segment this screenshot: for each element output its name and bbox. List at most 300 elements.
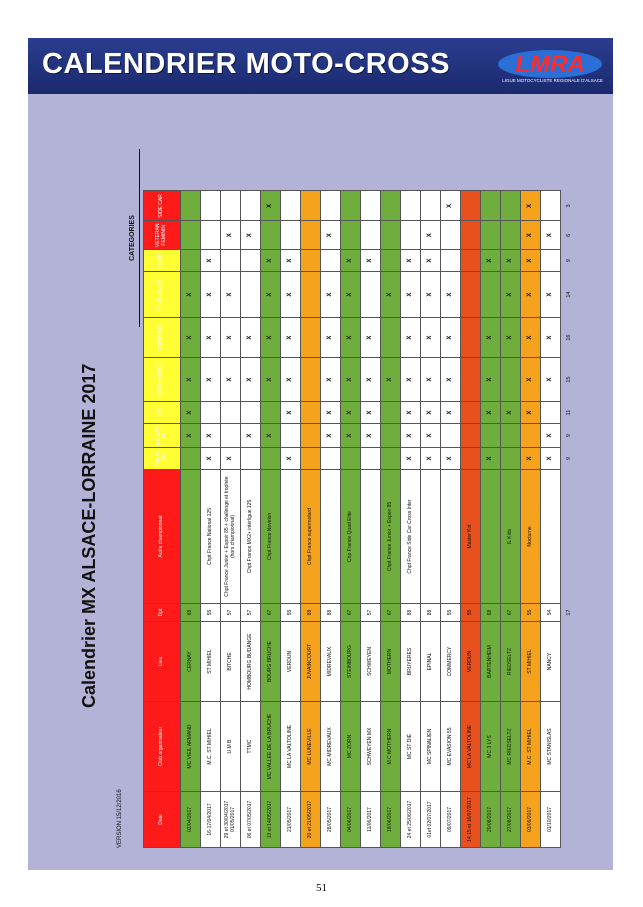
- table-cell: [181, 221, 201, 250]
- totals-row: [561, 191, 578, 848]
- table-cell: [481, 221, 501, 250]
- table-row: [521, 191, 541, 848]
- total-cell: [561, 470, 578, 604]
- table-cell: [381, 221, 401, 250]
- table-cell: X: [501, 402, 521, 424]
- table-cell: [281, 470, 301, 604]
- table-cell: RIEDSELTZ: [501, 622, 521, 702]
- table-cell: X: [541, 358, 561, 402]
- table-cell: X: [241, 318, 261, 358]
- table-cell: 54: [541, 604, 561, 622]
- table-cell: X: [521, 191, 541, 221]
- table-cell: [461, 424, 481, 448]
- table-cell: MC MIDREVAUX: [321, 702, 341, 792]
- table-cell: MC 3 LYS: [481, 702, 501, 792]
- table-cell: X: [281, 358, 301, 402]
- table-cell: [221, 402, 241, 424]
- table-cell: TTMC: [241, 702, 261, 792]
- table-cell: [301, 448, 321, 470]
- table-cell: Chpt France National 125: [201, 470, 221, 604]
- logo-text: LMRA: [515, 51, 585, 78]
- table-cell: X: [201, 424, 221, 448]
- table-cell: X: [261, 272, 281, 318]
- table-cell: X: [481, 318, 501, 358]
- table-cell: [481, 191, 501, 221]
- table-cell: [381, 448, 401, 470]
- column-header: Lieu: [144, 622, 181, 702]
- total-cell: 16: [561, 318, 578, 358]
- table-cell: [321, 250, 341, 272]
- table-header: [144, 191, 181, 848]
- table-cell: X: [501, 272, 521, 318]
- table-cell: 57: [221, 604, 241, 622]
- table-cell: X: [261, 250, 281, 272]
- table-cell: X: [421, 250, 441, 272]
- rotated-calendar: [75, 112, 595, 848]
- table-cell: X: [541, 318, 561, 358]
- table-cell: X: [441, 448, 461, 470]
- table-cell: X: [341, 358, 361, 402]
- table-cell: X: [541, 221, 561, 250]
- table-cell: X: [541, 272, 561, 318]
- table-cell: 21/05/2017: [281, 792, 301, 848]
- table-cell: [321, 191, 341, 221]
- table-row: [181, 191, 201, 848]
- table-cell: X: [501, 250, 521, 272]
- table-cell: MC LA VALTOLINE: [281, 702, 301, 792]
- table-cell: [381, 424, 401, 448]
- table-cell: [241, 402, 261, 424]
- total-cell: 9: [561, 448, 578, 470]
- column-header: 125: [144, 402, 181, 424]
- table-cell: X: [221, 272, 241, 318]
- table-cell: [421, 470, 441, 604]
- table-cell: [221, 191, 241, 221]
- table-cell: [301, 272, 321, 318]
- table-cell: X: [321, 402, 341, 424]
- table-row: [501, 191, 521, 848]
- table-cell: X: [241, 424, 261, 448]
- table-cell: [481, 470, 501, 604]
- total-cell: 3: [561, 191, 578, 221]
- table-cell: 06 et 07/05/2017: [241, 792, 261, 848]
- table-cell: 55: [461, 604, 481, 622]
- table-cell: X: [521, 448, 541, 470]
- title-banner: [28, 38, 613, 94]
- table-cell: [461, 272, 481, 318]
- table-cell: 55: [521, 604, 541, 622]
- column-header: Date: [144, 792, 181, 848]
- table-cell: 88: [421, 604, 441, 622]
- table-row: [241, 191, 261, 848]
- table-cell: X: [361, 402, 381, 424]
- total-cell: 11: [561, 402, 578, 424]
- table-cell: [481, 272, 501, 318]
- table-cell: IL Kids: [501, 470, 521, 604]
- table-cell: X: [321, 424, 341, 448]
- table-cell: X: [221, 318, 241, 358]
- table-cell: [361, 272, 381, 318]
- total-cell: 9: [561, 250, 578, 272]
- column-header: TROPHEE: [144, 318, 181, 358]
- version-label: VERSION 15/12/2016: [117, 789, 123, 848]
- table-cell: Nocturne: [521, 470, 541, 604]
- table-row: [421, 191, 441, 848]
- total-cell: [561, 792, 578, 848]
- table-cell: 68: [181, 604, 201, 622]
- table-cell: M.C. ST MIHIEL: [201, 702, 221, 792]
- column-header: ESPOIR 85: [144, 424, 181, 448]
- table-cell: [321, 470, 341, 604]
- table-cell: MC LA VALTOLINE: [461, 702, 481, 792]
- table-cell: X: [421, 221, 441, 250]
- table-cell: 27/08/2017: [501, 792, 521, 848]
- table-cell: MC VIEIL ARMAND: [181, 702, 201, 792]
- table-cell: X: [421, 402, 441, 424]
- table-cell: X: [421, 424, 441, 448]
- table-cell: X: [321, 358, 341, 402]
- table-cell: 55: [441, 604, 461, 622]
- table-cell: X: [281, 448, 301, 470]
- table-cell: [201, 221, 221, 250]
- table-cell: [261, 448, 281, 470]
- table-cell: 67: [341, 604, 361, 622]
- table-cell: X: [521, 272, 541, 318]
- table-cell: MC RIEDSELTZ: [501, 702, 521, 792]
- table-cell: 16-17/04/2017: [201, 792, 221, 848]
- table-cell: X: [181, 272, 201, 318]
- table-row: [461, 191, 481, 848]
- table-cell: 55: [281, 604, 301, 622]
- table-cell: X: [341, 402, 361, 424]
- table-cell: X: [281, 402, 301, 424]
- table-cell: X: [201, 358, 221, 402]
- table-cell: X: [381, 358, 401, 402]
- table-cell: Chp France Quad Elite: [341, 470, 361, 604]
- table-cell: [381, 191, 401, 221]
- table-cell: ST MIHIEL: [521, 622, 541, 702]
- table-cell: X: [221, 448, 241, 470]
- table-cell: [441, 250, 461, 272]
- table-cell: X: [281, 250, 301, 272]
- table-cell: [401, 191, 421, 221]
- table-cell: [201, 191, 221, 221]
- table-cell: X: [401, 424, 421, 448]
- table-cell: [501, 448, 521, 470]
- table-cell: VERDUN: [281, 622, 301, 702]
- table-cell: NANCY: [541, 622, 561, 702]
- table-cell: [301, 191, 321, 221]
- table-cell: [501, 191, 521, 221]
- table-row: [481, 191, 501, 848]
- table-cell: [501, 358, 521, 402]
- column-header: SIDE CAR: [144, 191, 181, 221]
- total-cell: 9: [561, 424, 578, 448]
- table-cell: X: [181, 318, 201, 358]
- table-cell: MC SPINALIEN: [421, 702, 441, 792]
- table-cell: [301, 358, 321, 402]
- table-cell: [461, 448, 481, 470]
- table-cell: [501, 424, 521, 448]
- table-cell: X: [401, 272, 421, 318]
- table-cell: MC EVASION 55: [441, 702, 461, 792]
- table-cell: Chpt France Junior + Espoir 85 + challenge et trophée (hors championnat): [221, 470, 241, 604]
- table-cell: [181, 448, 201, 470]
- table-cell: X: [421, 318, 441, 358]
- table-cell: [281, 191, 301, 221]
- table-cell: X: [541, 424, 561, 448]
- table-cell: 20/08/2017: [481, 792, 501, 848]
- table-cell: [261, 402, 281, 424]
- table-cell: Chpt France MX2+ interligue 125: [241, 470, 261, 604]
- table-cell: MC ST DIÉ: [401, 702, 421, 792]
- table-cell: [501, 221, 521, 250]
- total-cell: 17: [561, 604, 578, 622]
- table-cell: 18/06/2017: [381, 792, 401, 848]
- total-cell: [561, 622, 578, 702]
- table-cell: 20 et 21/05/2017: [301, 792, 321, 848]
- column-header: EXCELLENCE: [144, 358, 181, 402]
- table-cell: [361, 191, 381, 221]
- table-cell: MIDREVAUX: [321, 622, 341, 702]
- table-cell: [361, 470, 381, 604]
- table-cell: [181, 470, 201, 604]
- table-cell: X: [401, 402, 421, 424]
- table-cell: [461, 191, 481, 221]
- table-cell: X: [481, 402, 501, 424]
- table-row: [321, 191, 341, 848]
- table-row: [281, 191, 301, 848]
- table-cell: [441, 221, 461, 250]
- table-cell: Master Kid: [461, 470, 481, 604]
- table-cell: BRUYERES: [401, 622, 421, 702]
- table-cell: X: [421, 448, 441, 470]
- table-cell: 09/07/2017: [441, 792, 461, 848]
- calendar-table: [143, 190, 577, 848]
- table-cell: [541, 402, 561, 424]
- table-cell: BOURG BRUCHE: [261, 622, 281, 702]
- table-row: [301, 191, 321, 848]
- table-body: [181, 191, 578, 848]
- table-cell: [461, 250, 481, 272]
- table-cell: [281, 221, 301, 250]
- table-cell: X: [421, 358, 441, 402]
- table-cell: X: [321, 221, 341, 250]
- column-header: Dpt: [144, 604, 181, 622]
- table-cell: [241, 250, 261, 272]
- table-cell: X: [421, 272, 441, 318]
- table-cell: X: [521, 318, 541, 358]
- table-cell: X: [481, 358, 501, 402]
- table-cell: X: [221, 358, 241, 402]
- table-cell: [241, 448, 261, 470]
- table-cell: VERDUN: [461, 622, 481, 702]
- table-cell: X: [401, 318, 421, 358]
- table-cell: [181, 250, 201, 272]
- table-cell: [341, 191, 361, 221]
- total-cell: 14: [561, 272, 578, 318]
- table-cell: [341, 221, 361, 250]
- table-cell: X: [261, 318, 281, 358]
- table-cell: X: [201, 272, 221, 318]
- table-row: [341, 191, 361, 848]
- page-number: 51: [316, 882, 327, 894]
- table-cell: 67: [501, 604, 521, 622]
- table-cell: CERNAY: [181, 622, 201, 702]
- table-cell: [181, 191, 201, 221]
- table-cell: [281, 424, 301, 448]
- table-cell: X: [361, 250, 381, 272]
- table-cell: X: [401, 250, 421, 272]
- categories-title: CATEGORIES: [129, 215, 136, 261]
- table-cell: X: [401, 448, 421, 470]
- table-cell: SCHWEYEN: [361, 622, 381, 702]
- table-cell: X: [241, 221, 261, 250]
- table-cell: COMMERCY: [441, 622, 461, 702]
- table-cell: X: [261, 358, 281, 402]
- table-cell: [261, 221, 281, 250]
- total-cell: 15: [561, 358, 578, 402]
- table-cell: X: [181, 402, 201, 424]
- table-cell: STEINBOURG: [341, 622, 361, 702]
- banner-title: CALENDRIER MOTO-CROSS: [42, 48, 450, 80]
- table-cell: [541, 250, 561, 272]
- table-cell: U M B: [221, 702, 241, 792]
- table-cell: X: [241, 358, 261, 402]
- column-header: Club organisateur: [144, 702, 181, 792]
- table-row: [441, 191, 461, 848]
- table-cell: 29 et 30/04/2017 01/05/2017: [221, 792, 241, 848]
- table-cell: 68: [481, 604, 501, 622]
- table-cell: 24 et 25/06/2017: [401, 792, 421, 848]
- table-cell: EPINAL: [421, 622, 441, 702]
- table-cell: X: [221, 221, 241, 250]
- table-cell: X: [281, 318, 301, 358]
- table-cell: [461, 402, 481, 424]
- table-cell: JUVAINCOURT: [301, 622, 321, 702]
- table-cell: M.C MOTHERN: [381, 702, 401, 792]
- table-cell: HOMBOURG BUDANGE: [241, 622, 261, 702]
- table-cell: 57: [241, 604, 261, 622]
- table-cell: MC ZORN: [341, 702, 361, 792]
- table-cell: MC VALLEE DE LA BRUCHE: [261, 702, 281, 792]
- table-cell: SCHWEYEN MX: [361, 702, 381, 792]
- table-cell: BITCHE: [221, 622, 241, 702]
- table-cell: 02/04/2017: [181, 792, 201, 848]
- table-cell: BARTENHEIM: [481, 622, 501, 702]
- table-cell: X: [541, 448, 561, 470]
- table-cell: [541, 191, 561, 221]
- table-cell: X: [521, 402, 541, 424]
- table-cell: Chpt France Nevelon: [261, 470, 281, 604]
- table-cell: X: [281, 272, 301, 318]
- table-row: [401, 191, 421, 848]
- table-cell: X: [181, 424, 201, 448]
- table-cell: ST MIHIEL: [201, 622, 221, 702]
- table-cell: 13 et 14/05/2017: [261, 792, 281, 848]
- logo-subtitle: LIGUE MOTOCYCLISTE REGIONALE D'ALSACE: [502, 78, 603, 83]
- table-cell: X: [201, 318, 221, 358]
- table-cell: 88: [401, 604, 421, 622]
- categories-underline: [139, 149, 140, 327]
- page-heading: Calendrier MX ALSACE-LORRAINE 2017: [79, 363, 99, 708]
- table-cell: Chpt France supermotard: [301, 470, 321, 604]
- table-cell: X: [441, 191, 461, 221]
- table-cell: [301, 424, 321, 448]
- table-cell: M.C. ST MIHIEL: [521, 702, 541, 792]
- column-header: Autre championnat: [144, 470, 181, 604]
- table-cell: [241, 191, 261, 221]
- table-cell: X: [441, 272, 461, 318]
- table-cell: 28/05/2017: [321, 792, 341, 848]
- table-cell: 55: [201, 604, 221, 622]
- table-row: [261, 191, 281, 848]
- table-cell: X: [181, 358, 201, 402]
- table-row: [361, 191, 381, 848]
- table-cell: X: [341, 318, 361, 358]
- table-cell: X: [441, 402, 461, 424]
- column-header: QUAD: [144, 250, 181, 272]
- table-cell: X: [361, 358, 381, 402]
- table-cell: [521, 424, 541, 448]
- table-cell: [401, 221, 421, 250]
- table-cell: [301, 250, 321, 272]
- table-cell: 88: [301, 604, 321, 622]
- table-cell: 01/10/2017: [541, 792, 561, 848]
- table-cell: [201, 402, 221, 424]
- table-cell: [381, 402, 401, 424]
- table-cell: X: [321, 272, 341, 318]
- table-row: [221, 191, 241, 848]
- table-cell: 14,15 et 16/07/2017: [461, 792, 481, 848]
- table-cell: X: [201, 250, 221, 272]
- table-cell: X: [481, 250, 501, 272]
- table-cell: [301, 318, 321, 358]
- table-cell: X: [481, 448, 501, 470]
- total-cell: [561, 702, 578, 792]
- table-cell: X: [521, 250, 541, 272]
- table-cell: X: [341, 250, 361, 272]
- table-cell: X: [201, 448, 221, 470]
- table-cell: X: [321, 318, 341, 358]
- table-cell: 88: [321, 604, 341, 622]
- table-row: [201, 191, 221, 848]
- table-cell: 67: [261, 604, 281, 622]
- table-cell: X: [501, 318, 521, 358]
- table-cell: [461, 318, 481, 358]
- table-cell: [461, 358, 481, 402]
- table-cell: X: [361, 424, 381, 448]
- column-header: VETERAN FEMININ: [144, 221, 181, 250]
- table-cell: [221, 250, 241, 272]
- table-cell: [461, 221, 481, 250]
- table-cell: [441, 424, 461, 448]
- table-cell: [481, 424, 501, 448]
- column-header: CHALLENGE: [144, 272, 181, 318]
- total-cell: 6: [561, 221, 578, 250]
- table-cell: [241, 272, 261, 318]
- table-cell: 57: [361, 604, 381, 622]
- table-cell: Chpt France Side Car Cross Inter: [401, 470, 421, 604]
- table-cell: [541, 470, 561, 604]
- table-cell: X: [521, 358, 541, 402]
- table-cell: X: [441, 358, 461, 402]
- column-header: KID 65 - 85: [144, 448, 181, 470]
- table-cell: [421, 191, 441, 221]
- table-cell: [301, 221, 321, 250]
- table-row: [541, 191, 561, 848]
- table-cell: 67: [381, 604, 401, 622]
